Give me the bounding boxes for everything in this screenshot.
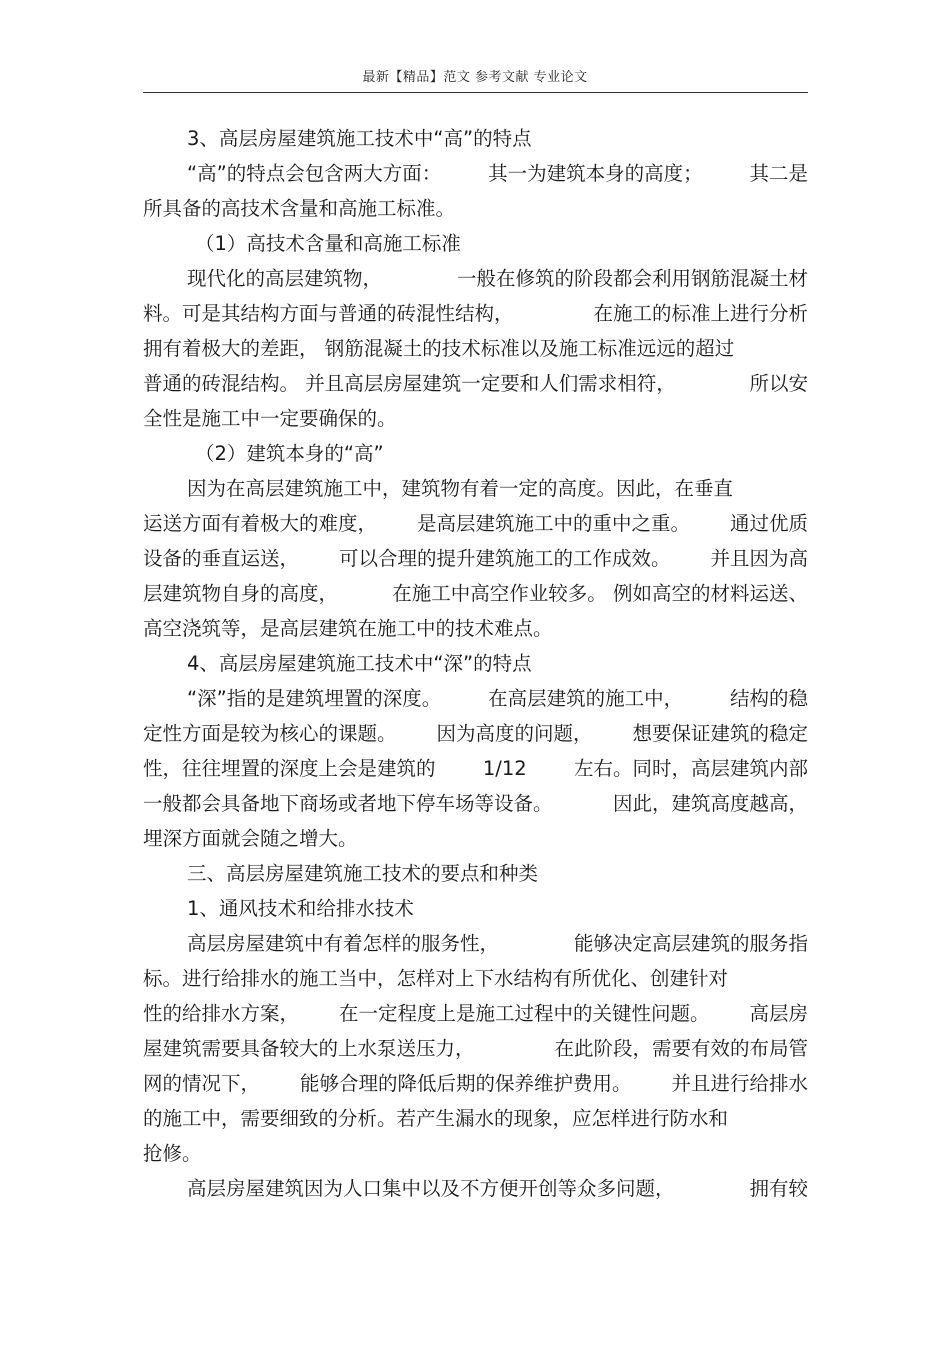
- text-line: 抢修。: [143, 1142, 202, 1165]
- text-line: [143, 996, 808, 1031]
- text-line: [143, 506, 808, 541]
- text-segment: 高层房屋建筑中有着怎样的服务性，: [187, 932, 500, 955]
- text-line: 3、高层房屋建筑施工技术中“高”的特点: [187, 127, 532, 150]
- text-segment: 1/12: [482, 757, 527, 780]
- text-segment: 能够决定高层建筑的服务指: [573, 932, 808, 955]
- text-line: 三、高层房屋建筑施工技术的要点和种类: [187, 862, 539, 885]
- text-line: [143, 751, 808, 786]
- text-segment: 在施工中高空作业较多。 例如高空的材料运送、: [392, 582, 808, 605]
- text-line: 全性是施工中一定要确保的。: [143, 407, 397, 430]
- text-segment: 能够合理的降低后期的保养维护费用。: [299, 1072, 632, 1095]
- text-line: （1）高技术含量和高施工标准: [195, 232, 461, 255]
- text-line: 所具备的高技术含量和高施工标准。: [143, 197, 456, 220]
- text-segment: 层建筑物自身的高度，: [143, 582, 339, 605]
- text-segment: 定性方面是较为核心的课题。: [143, 722, 397, 745]
- text-segment: 一般都会具备地下商场或者地下停车场等设备。: [143, 792, 553, 815]
- text-line: [143, 786, 808, 821]
- text-segment: 在一定程度上是施工过程中的关键性问题。: [338, 1002, 710, 1025]
- text-segment: 一般在修筑的阶段都会利用钢筋混凝土材: [456, 267, 808, 290]
- text-segment: 性，往往埋置的深度上会是建筑的: [143, 757, 436, 780]
- text-segment: 其二是: [749, 162, 808, 185]
- header-divider: [143, 92, 808, 93]
- text-segment: 其一为建筑本身的高度；: [488, 162, 703, 185]
- text-line: [143, 156, 808, 191]
- text-line: 高空浇筑等，是高层建筑在施工中的技术难点。: [143, 617, 553, 640]
- page-header: 最新【精品】范文 参考文献 专业论文: [362, 70, 588, 85]
- text-line: [143, 366, 808, 401]
- text-segment: 现代化的高层建筑物，: [187, 267, 383, 290]
- text-segment: 可以合理的提升建筑施工的工作成效。: [338, 547, 671, 570]
- text-segment: 所以安: [749, 372, 808, 395]
- text-segment: 高层房屋建筑因为人口集中以及不方便开创等众多问题，: [187, 1177, 675, 1200]
- text-line: [143, 1031, 808, 1066]
- text-segment: 普通的砖混结构。 并且高层房屋建筑一定要和人们需求相符，: [143, 372, 676, 395]
- text-segment: 并且因为高: [710, 547, 808, 570]
- text-line: [143, 261, 808, 296]
- text-segment: 料。可是其结构方面与普通的砖混性结构，: [143, 302, 514, 325]
- text-segment: 因为高度的问题，: [436, 722, 593, 745]
- text-segment: 左右。同时，高层建筑内部: [573, 757, 808, 780]
- text-line: 拥有着极大的差距， 钢筋混凝土的技术标准以及施工标准远远的超过: [143, 337, 735, 360]
- text-segment: 通过优质: [729, 512, 808, 535]
- text-segment: 在高层建筑的施工中，: [488, 687, 684, 710]
- text-line: （2）建筑本身的“高”: [195, 442, 384, 465]
- text-line: [143, 926, 808, 961]
- text-segment: 是高层建筑施工中的重中之重。: [416, 512, 690, 535]
- text-segment: 并且进行给排水: [671, 1072, 808, 1095]
- document-body: [143, 121, 808, 1206]
- text-line: [143, 681, 808, 716]
- text-line: [143, 296, 808, 331]
- text-line: [143, 576, 808, 611]
- text-segment: 性的给排水方案，: [143, 1002, 300, 1025]
- text-line: 1、通风技术和给排水技术: [187, 897, 414, 920]
- text-segment: “高”的特点会包含两大方面：: [187, 162, 442, 185]
- text-segment: 高层房: [749, 1002, 808, 1025]
- text-segment: 设备的垂直运送，: [143, 547, 300, 570]
- text-line: [143, 716, 808, 751]
- text-segment: 因此，建筑高度越高，: [612, 792, 808, 815]
- text-segment: 在此阶段，需要有效的布局管: [554, 1037, 808, 1060]
- text-segment: 屋建筑需要具备较大的上水泵送压力，: [143, 1037, 475, 1060]
- text-line: 的施工中，需要细致的分析。若产生漏水的现象，应怎样进行防水和: [143, 1107, 729, 1130]
- text-segment: 运送方面有着极大的难度，: [143, 512, 378, 535]
- text-line: 标。进行给排水的施工当中，怎样对上下水结构有所优化、创建针对: [143, 967, 729, 990]
- text-segment: 网的情况下，: [143, 1072, 261, 1095]
- text-line: 埋深方面就会随之增大。: [143, 827, 358, 850]
- text-segment: 想要保证建筑的稳定: [632, 722, 808, 745]
- text-segment: 结构的稳: [729, 687, 808, 710]
- text-segment: 拥有较: [749, 1177, 808, 1200]
- text-line: [143, 1066, 808, 1101]
- text-segment: “深”指的是建筑埋置的深度。: [187, 687, 442, 710]
- text-line: [143, 541, 808, 576]
- text-line: 4、高层房屋建筑施工技术中“深”的特点: [187, 652, 532, 675]
- text-line: [143, 1171, 808, 1206]
- text-line: 因为在高层建筑施工中，建筑物有着一定的高度。因此，在垂直: [187, 477, 734, 500]
- text-segment: 在施工的标准上进行分析: [593, 302, 808, 325]
